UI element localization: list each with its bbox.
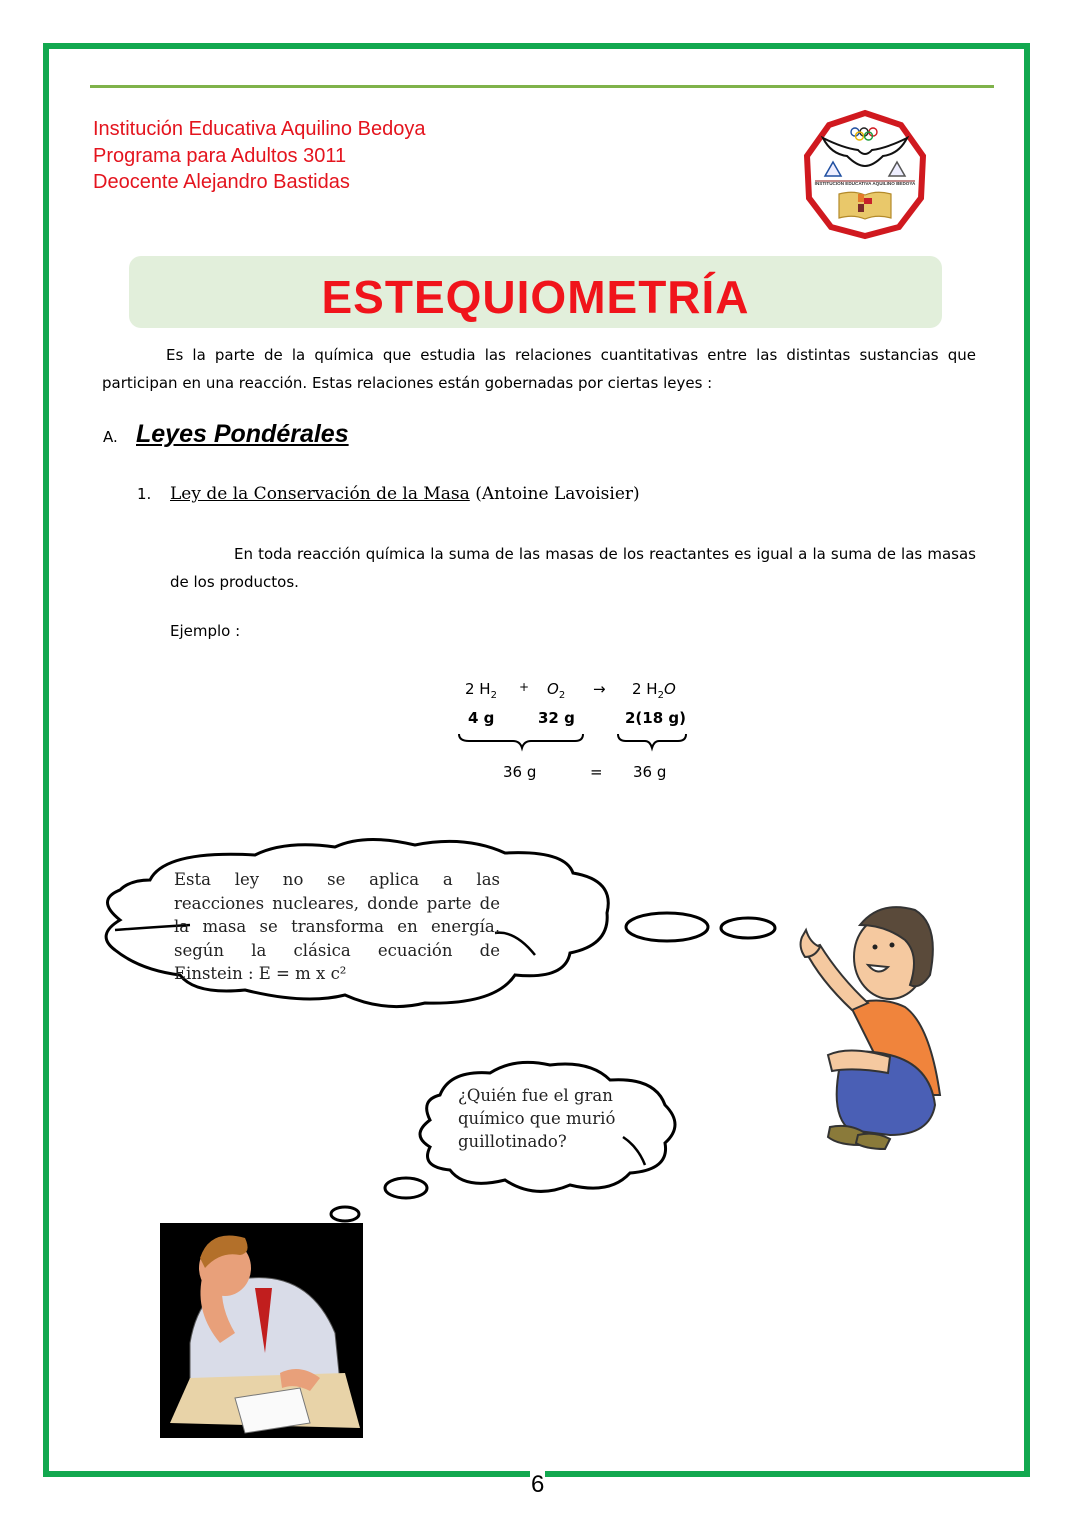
reaction-arrow: →	[593, 680, 606, 698]
total-products: 36 g	[633, 763, 667, 781]
open-book-icon	[839, 192, 891, 219]
law-number: 1.	[137, 485, 152, 503]
reactants-brace-icon	[457, 732, 587, 752]
thinking-man-at-desk-illustration	[160, 1223, 363, 1438]
product-h2o: 2 $H_2O$	[632, 680, 676, 701]
example-label: Ejemplo :	[170, 622, 241, 640]
law-name: Ley de la Conservación de la Masa	[170, 484, 470, 504]
page-title: ESTEQUIOMETRÍA	[321, 271, 750, 323]
law-author: (Antoine Lavoisier)	[469, 484, 640, 504]
teacher-name: Deocente Alejandro Bastidas	[93, 171, 350, 193]
reactant-h2: 2 $H_2$	[465, 680, 497, 701]
page-number: 6	[531, 1471, 545, 1498]
products-brace-icon	[616, 732, 690, 752]
thought-bubble-small	[721, 918, 775, 938]
section-title: Leyes Pondérales	[136, 420, 349, 448]
plus-sign: +	[519, 680, 530, 694]
program-name: Programa para Adultos 3011	[93, 144, 347, 167]
thought-bubble-tiny	[331, 1207, 359, 1221]
school-crest-logo	[803, 110, 927, 238]
boy-pointing-illustration	[780, 895, 960, 1150]
section-heading	[103, 420, 349, 449]
equals-sign: =	[590, 763, 603, 781]
reactant-o2: $O_2$	[547, 680, 566, 701]
institution-name: Institución Educativa Aquilino Bedoya	[93, 118, 426, 140]
law-heading	[137, 484, 640, 504]
chemical-equation	[455, 678, 705, 798]
mass-o2: 32 g	[538, 709, 575, 727]
header-rule	[90, 85, 994, 88]
cloud-1-text: Esta ley no se aplica a las reacciones nucleares, donde parte de la masa se transforma en energía, según la clásica ecuación de Einstein : E = m x c²	[174, 870, 500, 983]
thought-bubble-medium	[385, 1178, 427, 1198]
law-definition: En toda reacción química la suma de las masas de los reactantes es igual a la suma de las masas de los productos.	[170, 545, 976, 591]
mass-h2o: 2(18 g)	[625, 709, 686, 727]
institution-header	[93, 116, 425, 196]
thought-bubble-large	[626, 913, 708, 941]
cloud-2-text: ¿Quién fue el gran químico que murió guillotinado?	[458, 1086, 616, 1151]
logo-caption: INSTITUCIÓN EDUCATIVA AQUILINO BEDOYA	[814, 181, 916, 186]
mass-h2: 4 g	[468, 709, 495, 727]
title-banner	[129, 256, 942, 328]
total-reactants: 36 g	[503, 763, 537, 781]
intro-paragraph: Es la parte de la química que estudia las relaciones cuantitativas entre las distintas sustancias que participan en una reacción. Estas relaciones están gobernadas por ciertas leyes :	[102, 346, 976, 392]
section-letter: A.	[103, 428, 118, 446]
